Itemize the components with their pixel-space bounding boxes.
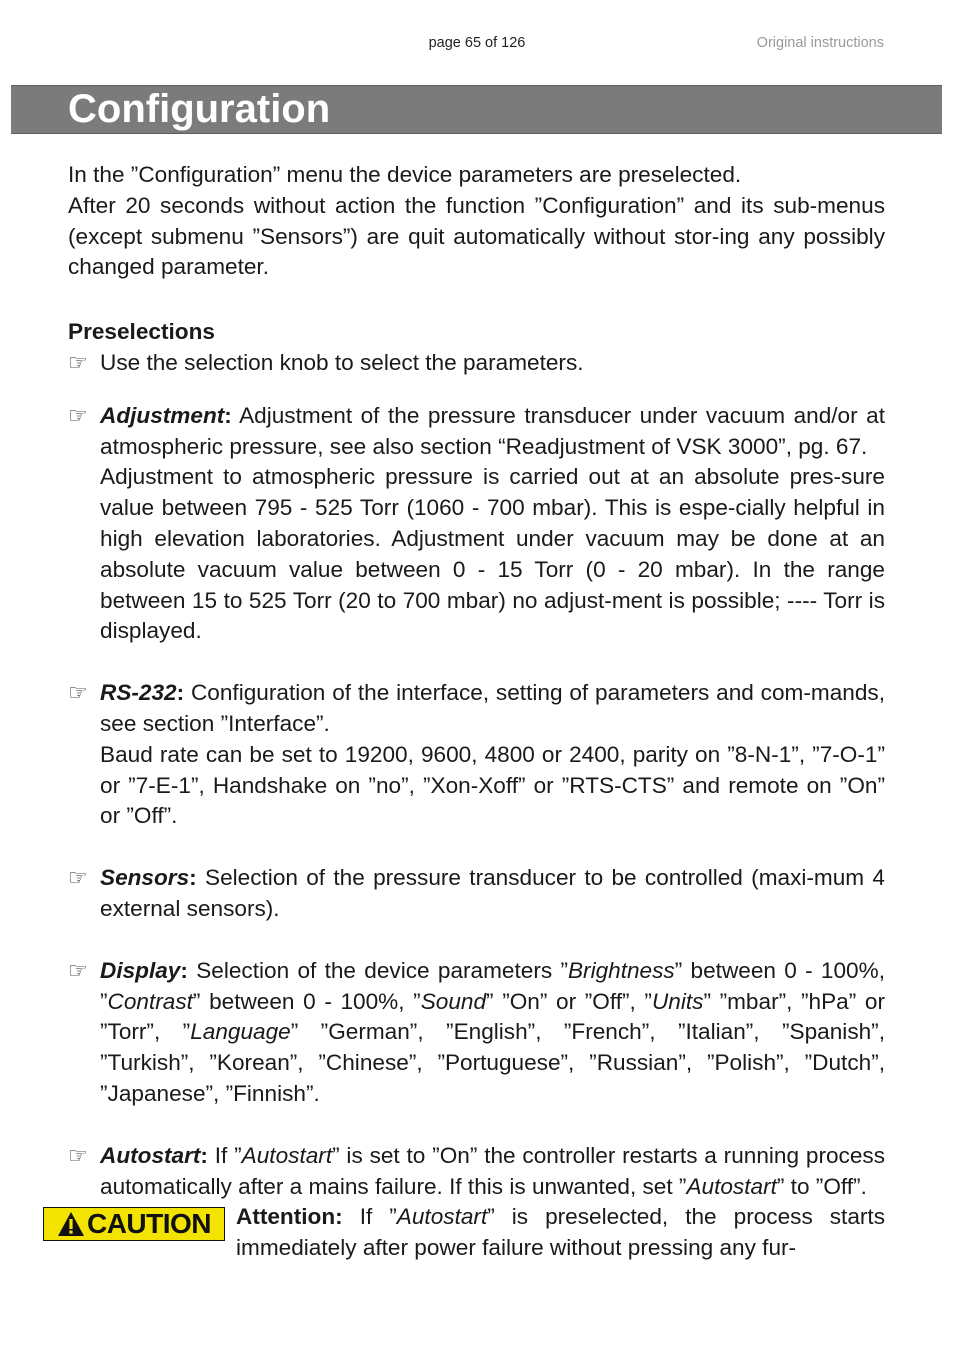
attention-text: Attention: If ”Autostart” is preselected, the process starts immediately after power failure without pressing any fur-	[236, 1204, 885, 1261]
list-item-display	[68, 956, 885, 1110]
document-type-label: Original instructions	[756, 35, 884, 51]
list-item-rs232	[68, 678, 885, 832]
pointing-hand-icon: ☞	[68, 865, 88, 891]
rs232-text: RS-232: Configuration of the interface, setting of parameters and com-mands, see section ”Interface”.	[100, 680, 885, 736]
section-heading: Preselections	[68, 319, 215, 345]
pointing-hand-icon: ☞	[68, 957, 88, 983]
adjustment-details: Adjustment to atmospheric pressure is carried out at an absolute pres-sure value between 795 - 525 Torr (1060 - 700 mbar). This is espe-cially helpful in high elevation laboratories. Adjustment under vacuum may be done at an absolute vacuum value between 0 - 15 Torr (0 - 20 mbar). In the range between 15 to 525 Torr (20 to 700 mbar) no adjust-ment is possible; ---- Torr is displayed.	[100, 464, 885, 644]
content	[68, 160, 885, 1264]
list-item-instruction	[68, 348, 885, 379]
autostart-text: Autostart: If ”Autostart” is set to ”On” the controller restarts a running process automatically after a mains failure. If this is unwanted, set ”Autostart” to ”Off”.	[100, 1142, 885, 1199]
intro	[68, 160, 885, 283]
caution-badge	[43, 1207, 225, 1241]
list-item-adjustment	[68, 401, 885, 647]
title-bar	[11, 85, 942, 134]
caution-label: CAUTION	[86, 1207, 212, 1239]
term-display: Display	[100, 957, 181, 983]
page-title: Configuration	[68, 87, 331, 131]
pointing-hand-icon: ☞	[68, 349, 88, 375]
term-adjustment: Adjustment	[100, 402, 225, 428]
caution-block	[68, 1202, 885, 1264]
intro-line-2: After 20 seconds without action the function ”Configuration” and its sub-menus (except submenu ”Sensors”) are quit automatically without stor-ing any possibly changed parameter.	[68, 192, 885, 280]
sensors-text: Sensors: Selection of the pressure transducer to be controlled (maxi-mum 4 external sensors).	[100, 865, 885, 921]
instruction-text: Use the selection knob to select the parameters.	[100, 349, 584, 375]
intro-line-1: In the ”Configuration” menu the device parameters are preselected.	[68, 162, 742, 187]
pointing-hand-icon: ☞	[68, 1142, 88, 1168]
adjustment-text: Adjustment: Adjustment of the pressure transducer under vacuum and/or at atmospheric pressure, see also section “Readjustment of VSK 3000”, pg. 67.	[100, 402, 885, 459]
term-sensors: Sensors	[100, 865, 190, 891]
pointing-hand-icon: ☞	[68, 680, 88, 706]
page-number: page 65 of 126	[428, 35, 526, 51]
rs232-details: Baud rate can be set to 19200, 9600, 4800 or 2400, parity on ”8-N-1”, ”7-O-1” or ”7-E-1”, Handshake on ”no”, ”Xon-Xoff” or ”RTS-CTS” and remote on ”On” or ”Off”.	[100, 741, 885, 829]
list-item-autostart	[68, 1141, 885, 1203]
pointing-hand-icon: ☞	[68, 402, 88, 428]
term-autostart: Autostart	[100, 1142, 201, 1168]
warning-triangle-icon	[57, 1211, 85, 1237]
list-item-sensors	[68, 863, 885, 925]
term-rs232: RS-232	[100, 680, 177, 706]
display-text: Display: Selection of the device parameters ”Brightness” between 0 - 100%, ”Contrast” between 0 - 100%, ”Sound” ”On” or ”Off”, ”Units” ”mbar”, ”hPa” or ”Torr”, ”Language” ”German”, ”English”, ”French”, ”Italian”, ”Spanish”, ”Turkish”, ”Korean”, ”Chinese”, ”Portuguese”, ”Russian”, ”Polish”, ”Dutch”, ”Japanese”, ”Finnish”.	[100, 957, 885, 1106]
